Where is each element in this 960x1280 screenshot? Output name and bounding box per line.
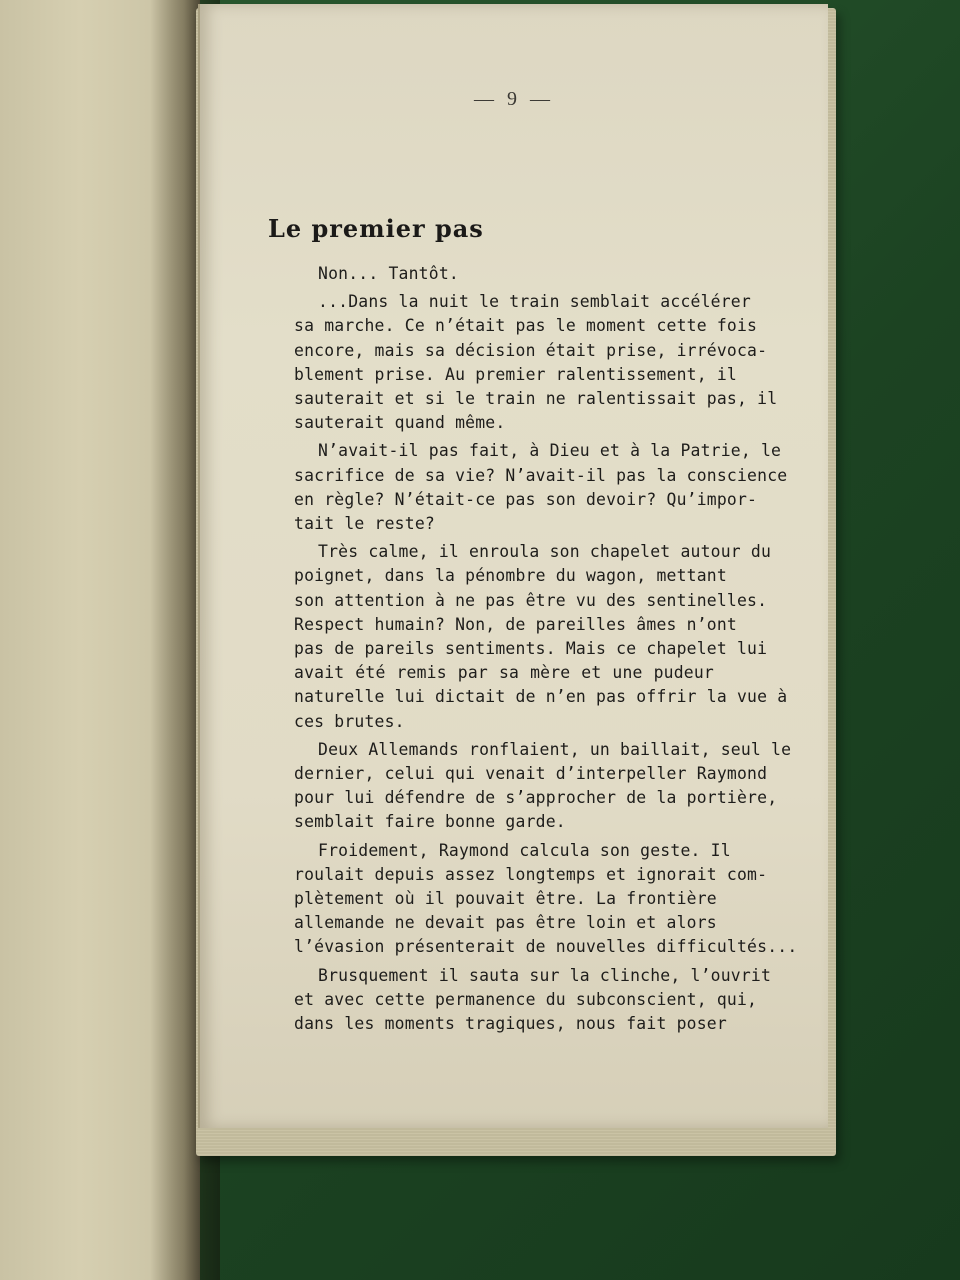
text-line: avait été remis par sa mère et une pudeur [294, 663, 714, 683]
chapter-title: Le premier pas [268, 214, 484, 243]
text-line: N’avait-il pas fait, à Dieu et à la Patrie, le [318, 441, 782, 461]
text-line: tait le reste? [294, 514, 435, 534]
text-line: Froidement, Raymond calcula son geste. Il [318, 840, 731, 860]
text-line: sa marche. Ce n’était pas le moment cette fois [294, 316, 758, 336]
text-line: Très calme, il enroula son chapelet autour du [318, 542, 772, 562]
text-line: plètement où il pouvait être. La frontière [294, 889, 717, 909]
text-line: Respect humain? Non, de pareilles âmes n’ont [294, 614, 737, 634]
text-line: Brusquement il sauta sur la clinche, l’ouvrit [318, 965, 772, 985]
text-line: Non... Tantôt. [318, 264, 459, 283]
text-line: naturelle lui dictait de n’en pas offrir la vue à [294, 687, 788, 707]
text-line: pour lui défendre de s’approcher de la portière, [294, 788, 778, 808]
text-line: et avec cette permanence du subconscient, qui, [294, 989, 758, 1009]
paragraph [270, 964, 772, 1037]
text-line: allemande ne devait pas être loin et alors [294, 913, 717, 933]
text-line: dernier, celui qui venait d’interpeller Raymond [294, 764, 768, 784]
text-line: encore, mais sa décision était prise, irrévoca- [294, 340, 768, 360]
text-line: Deux Allemands ronflaient, un baillait, seul le [318, 739, 792, 759]
text-line: son attention à ne pas être vu des sentinelles. [294, 590, 768, 610]
text-line: poignet, dans la pénombre du wagon, mettant [294, 566, 727, 586]
body-text [270, 262, 798, 1040]
text-line: en règle? N’était-ce pas son devoir? Qu’impor- [294, 489, 758, 509]
paragraph [270, 540, 788, 734]
text-line: l’évasion présenterait de nouvelles difficultés... [294, 937, 798, 957]
text-line: semblait faire bonne garde. [294, 812, 566, 832]
text-line: sauterait quand même. [294, 413, 506, 433]
paragraph [270, 839, 798, 960]
text-line: sauterait et si le train ne ralentissait pas, il [294, 389, 778, 409]
paragraph [270, 439, 788, 536]
text-line: roulait depuis assez longtemps et ignorait com- [294, 864, 768, 884]
page-number: — 9 — [474, 88, 554, 110]
paragraph [270, 290, 778, 435]
paragraph [270, 738, 792, 835]
text-line: ces brutes. [294, 711, 405, 731]
text-line: dans les moments tragiques, nous fait poser [294, 1014, 727, 1034]
paragraph [270, 262, 714, 286]
printed-page [198, 4, 828, 1128]
text-line: ...Dans la nuit le train semblait accélérer [318, 292, 751, 312]
text-line: pas de pareils sentiments. Mais ce chapelet lui [294, 639, 768, 659]
text-line: blement prise. Au premier ralentissement, il [294, 364, 737, 384]
text-line: sacrifice de sa vie? N’avait-il pas la conscience [294, 465, 788, 485]
